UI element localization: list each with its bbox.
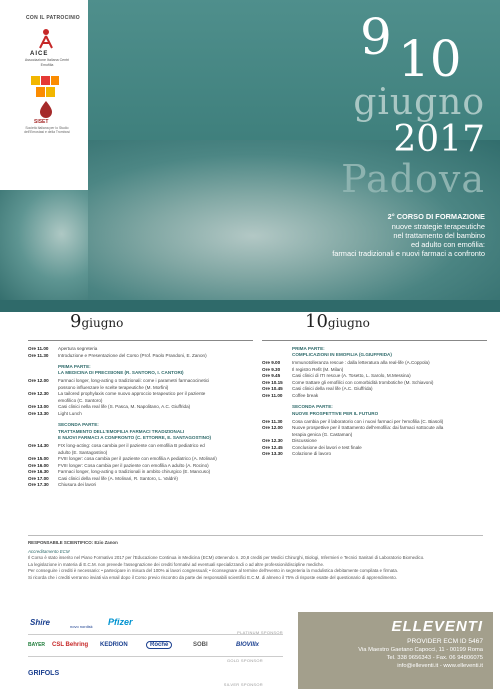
sponsors-area	[28, 612, 283, 689]
program-row: Ore 12.30 Discussione	[262, 438, 317, 444]
scientific-responsible: RESPONSABILE SCIENTIFICO: Ezio Zanon	[28, 540, 118, 545]
program-row: possono influenzare le scelte terapeutiche (M. Morfini)	[58, 384, 169, 390]
day-1-number: 9	[70, 311, 82, 332]
sponsor-pfizer-logo: Pfizer	[108, 617, 133, 627]
program-row: Ore 17.30 Chiusura dei lavori	[28, 482, 97, 488]
section-heading: PRIMA PARTE:	[292, 346, 325, 351]
program-row: emofilico (C. Santoro)	[58, 397, 103, 403]
colored-blocks-logo-icon	[30, 75, 60, 99]
section-heading: PRIMA PARTE:	[58, 364, 91, 369]
date-day-1: 9	[360, 8, 392, 66]
program-row: Ore 13.30 Colazione di lavoro	[262, 451, 332, 457]
sponsor-novonordisk-logo: novo nordisk	[70, 624, 93, 629]
sponsor-grifols-logo: GRIFOLS	[28, 670, 60, 677]
provider-phone: Tel. 338 9656343 - Fax. 06 94806075	[386, 655, 483, 661]
program-row: Ore 10.45 Casi clinici della real life (A.C. Giuffrida)	[262, 386, 373, 392]
hero-photo-left	[0, 190, 88, 300]
program-row: Ore 14.30 FIX long-acting: cosa cambia per il paziente con emofilia B pediatrico ed	[28, 443, 205, 449]
day-1-heading	[70, 311, 123, 332]
program-row: Ore 11.30 Introduzione e Presentazione del Corso (Prof. Paolo Prandoni, E. Zanon)	[28, 352, 207, 358]
event-month: giugno	[353, 82, 485, 123]
accreditation-heading: Accreditamento ECM	[28, 548, 70, 554]
program-row: Ore 12.30 La tailored prophylaxis come nuovo approccio terapeutico per il paziente	[28, 391, 206, 397]
program-row: adulto (E. Santagostino)	[58, 449, 108, 455]
program-row: Ore 11.30 Cosa cambia per il laboratorio con i nuovi farmaci per l'emofilia (C. Biasoli)	[262, 418, 444, 424]
sponsor-bayer-logo: BAYER	[28, 642, 46, 648]
day-1-month: giugno	[81, 316, 124, 330]
platinum-sponsor-label: PLATINUM SPONSOR	[237, 630, 283, 635]
course-line: farmaci tradizionali e nuovi farmaci a confronto	[332, 249, 485, 258]
day-2-heading	[305, 311, 370, 332]
program-row: Ore 11.00 Coffee break	[262, 392, 319, 398]
day-2-program	[262, 346, 490, 458]
program-row: Ore 17.00 Casi clinici della real life (A. Molinari, R. Santoro, L. Valdrè)	[28, 475, 178, 481]
sponsor-shire-logo: Shire	[30, 618, 51, 627]
date-day-2: 10	[398, 30, 462, 88]
course-line: ed adulto con emofilia:	[411, 240, 485, 249]
day-2-month: giugno	[327, 316, 370, 330]
program-row: Ore 12.45 Conclusione dei lavori e test finale	[262, 444, 362, 450]
course-line: nuove strategie terapeutiche	[391, 222, 485, 231]
program-row: Ore 9.30 Il registro Refit (M. Milan)	[262, 366, 344, 372]
patronage-label: CON IL PATROCINIO	[26, 15, 80, 21]
program-row: Ore 13.00 Casi clinici nella real life (S. Pasca, M. Napolitano, A.C. Giuffrida)	[28, 404, 191, 410]
info-divider	[28, 535, 483, 536]
section-heading: E NUOVI FARMACI A CONFRONTO (C. ETTORRE, E. SANTAGOSTINO)	[58, 434, 212, 440]
program-row: Ore 15.00 FVIII longer: cosa cambia per il paziente con emofilia A pediatrico (A. Molinari)	[28, 456, 217, 462]
program-row: Ore 12.00 Nuove prospettive per il trattamento dell'emofilia: dai farmaci sottocute alla	[262, 425, 444, 431]
info-paragraph: Per conseguire i crediti è necessario: • partecipare in misura del 100% ai lavori congressuali; • riconsegnare al termine dell'evento in segreteria la modulistica debitamente compilata e firmata.	[28, 568, 398, 573]
aice-logo-icon	[34, 28, 58, 50]
sponsor-kedrion-logo: KEDRION	[100, 642, 128, 648]
course-title: 2° CORSO DI FORMAZIONE	[387, 212, 485, 221]
siset-logo-icon	[38, 100, 54, 118]
section-heading: NUOVE PROSPETTIVE PER IL FUTURO	[292, 410, 379, 416]
day-2-number: 10	[305, 311, 328, 332]
section-heading: SECONDA PARTE:	[58, 422, 99, 428]
silver-sponsor-label: SILVER SPONSOR	[223, 682, 263, 687]
day-1-rule	[28, 340, 253, 341]
program-row: Ore 11.00 Apertura segreteria	[28, 346, 98, 351]
provider-address: Via Maestro Gaetano Capocci, 11 - 00199 Roma	[358, 647, 483, 653]
program-row: Ore 10.15 Come trattare gli emofilici con comorbidità trombotiche (M. Schiavoni)	[262, 379, 434, 385]
course-line: nel trattamento del bambino	[393, 231, 485, 240]
provider-box	[298, 612, 493, 689]
program-row: Ore 16.00 FVIII longer: Cosa cambia per il paziente con emofilia A adulto (A. Rocino)	[28, 462, 209, 468]
aice-name: AICE	[30, 51, 49, 57]
day-1-program	[28, 346, 256, 489]
patronage-column	[0, 0, 88, 190]
event-city: Padova	[341, 157, 485, 201]
section-heading: TRATTAMENTO DELL'EMOFILIA FARMACI TRADIZIONALI	[58, 428, 185, 434]
program-row: Ore 9.45 Casi clinici di ITI rescue (A. Tosetto, L. Sarolo, M.Messina)	[262, 373, 411, 379]
program-row: Ore 16.30 Farmaci longer, long-acting o tradizionali in ambito chirurgico (E. Mancuso)	[28, 469, 211, 475]
sponsor-bioviiix-logo: BIOVIIIx	[236, 642, 260, 648]
gold-sponsor-label: GOLD SPONSOR	[226, 658, 263, 663]
section-heading: COMPLICAZIONI IN EMOFILIA (G.GIUFFRIDA)	[292, 352, 392, 358]
course-description	[255, 212, 485, 258]
sponsor-divider	[28, 656, 283, 657]
day-2-rule	[262, 340, 487, 341]
provider-web: info@elleventi.it - www.elleventi.it	[397, 663, 483, 669]
elleventi-logo: ELLEVENTI	[391, 618, 483, 635]
info-paragraph: Il Corso è stato inserito nel Piano Formativo 2017 per l'Educazione Continua in Medicina (ECM) ottenendo n. 20,8 crediti per Medici Chirurghi, Biologi, Infermieri e Tecnici Sanitari di Laboratorio Biomedico.	[28, 555, 425, 560]
event-year: 2017	[393, 119, 485, 160]
info-paragraph: La legislazione in materia di E.C.M. non prevede l'assegnazione dei crediti formativi ad eventuali specializzandi o ad altre professioni/discipline mediche.	[28, 561, 325, 567]
program-row: terapia genica (G. Castaman)	[292, 431, 353, 437]
program-row: Ore 12.00 Farmaci longer, long-acting o tradizionali: come i parametri farmacocinetici	[28, 378, 210, 384]
program-row: Ore 9.00 Immunotolleranza rescue : dalla letteratura alla real-life (A.Coppola)	[262, 360, 430, 366]
section-heading: SECONDA PARTE:	[292, 404, 333, 410]
siset-full-name: Società Italiana per lo Studio dell'Emostasi e della Trombosi	[24, 126, 70, 134]
siset-name: SISET	[34, 119, 49, 125]
info-paragraph: Si ricorda che i crediti verranno inviati via email dopo il Corso previo riscontro da parte dei responsabili scientifici E.C.M. di almeno il 75% di risposte esatte del questionario di apprendimento.	[28, 574, 397, 580]
sponsor-sobi-logo: SOBI	[193, 642, 208, 648]
aice-full-name: Associazione Italiana Centri Emofilia	[24, 58, 70, 67]
ecm-info	[28, 540, 488, 581]
sponsor-roche-logo: Roche	[146, 641, 172, 649]
program-row: Ore 13.30 Light Lunch	[28, 410, 82, 416]
sponsor-csl-logo: CSL Behring	[52, 642, 89, 648]
section-heading: LA MEDICINA DI PRECISIONE (R. SANTORO, I. CANTORI)	[58, 370, 184, 376]
provider-title: PROVIDER ECM ID 5467	[407, 638, 483, 645]
